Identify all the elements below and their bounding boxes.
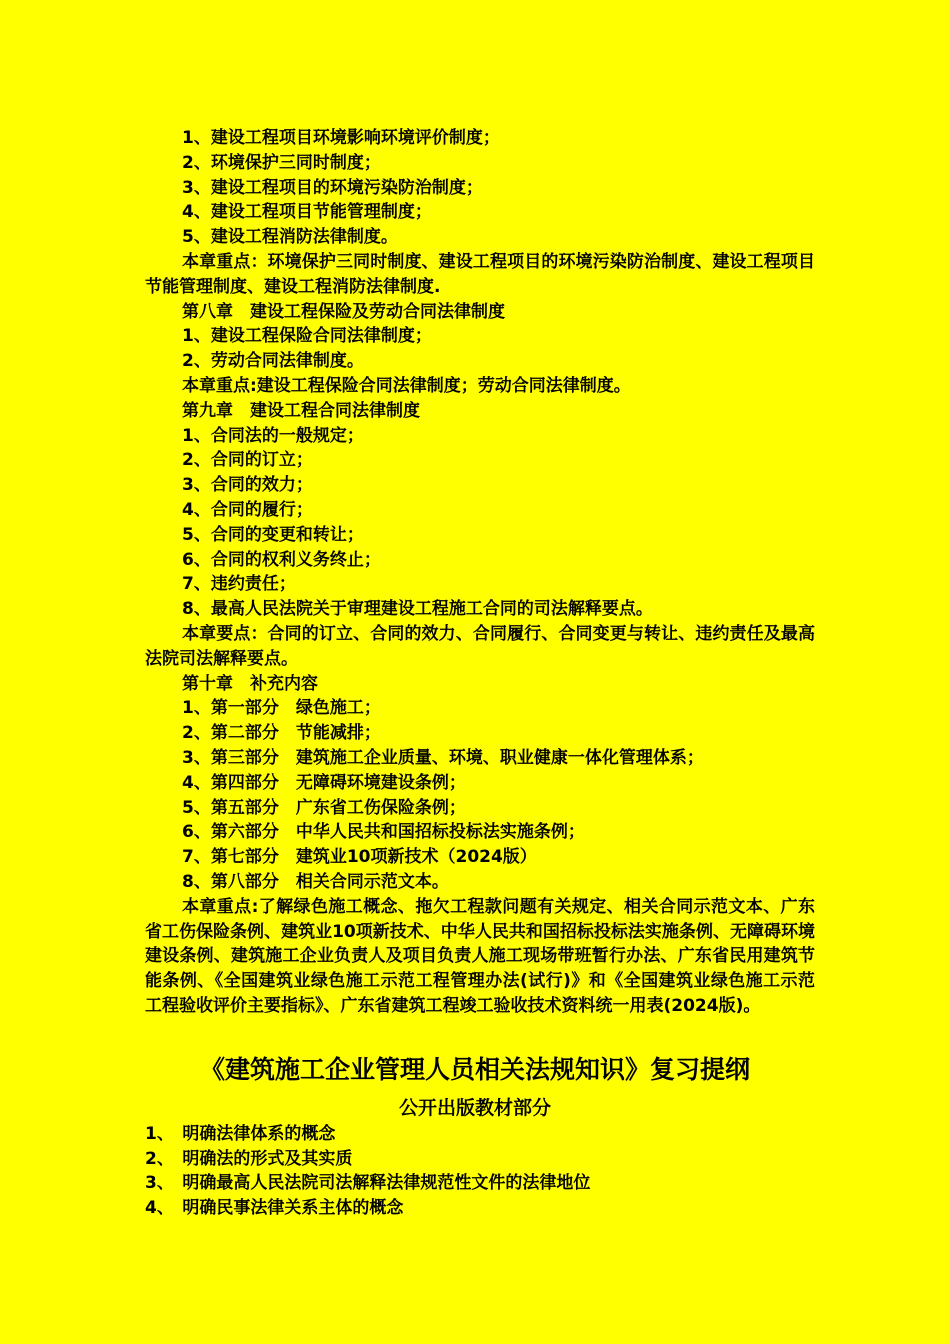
list-item: 4、合同的履行；: [182, 499, 313, 520]
list-item: 2、环境保护三同时制度；: [182, 152, 381, 173]
list-item: 1、合同法的一般规定；: [182, 425, 364, 446]
list-item: 1、第一部分 绿色施工；: [182, 698, 381, 719]
review-outline-list: [145, 1122, 815, 1220]
list-item: 5、建设工程消防法律制度。: [182, 227, 398, 248]
chapter-key-points: 本章要点：合同的订立、合同的效力、合同履行、合同变更与转让、违约责任及最高法院司法解释要点。: [145, 623, 815, 669]
list-item: 1、建设工程项目环境影响环境评价制度；: [182, 128, 500, 148]
list-item: 5、第五部分 广东省工伤保险条例；: [182, 797, 466, 818]
list-item: 2、第二部分 节能减排；: [182, 723, 381, 744]
list-item: 6、合同的权利义务终止；: [182, 549, 381, 570]
list-item: 8、第八部分 相关合同示范文本。: [182, 871, 449, 892]
chapter-key-points: 本章重点:了解绿色施工概念、拖欠工程款问题有关规定、相关合同示范文本、广东省工伤保险条例、建筑业10项新技术、中华人民共和国招标投标法实施条例、无障碍环境建设条例、建筑施工企业负责人及项目负责人施工现场带班暂行办法、广东省民用建筑节能条例、《全国建筑业绿色施工示范工程管理办法(试行)》和《全国建筑业绿色施工示范工程验收评价主要指标》、广东省建筑工程竣工验收技术资料统一用表(2024版)。: [145, 896, 815, 1016]
list-item: 3、 明确最高人民法院司法解释法律规范性文件的法律地位: [145, 1173, 591, 1194]
list-item: 2、 明确法的形式及其实质: [145, 1148, 353, 1169]
chapter-key-points: 本章重点:建设工程保险合同法律制度；劳动合同法律制度。: [182, 375, 631, 396]
list-item: 3、第三部分 建筑施工企业质量、环境、职业健康一体化管理体系；: [182, 747, 704, 768]
chapter-heading: 第九章 建设工程合同法律制度: [182, 400, 420, 421]
list-item: 1、建设工程保险合同法律制度；: [182, 326, 432, 347]
document-subtitle: 公开出版教材部分: [398, 1097, 551, 1119]
chapter-content: [145, 126, 815, 1019]
list-item: 2、合同的订立；: [182, 450, 313, 471]
list-item: 1、 明确法律体系的概念: [145, 1124, 336, 1144]
list-item: 3、合同的效力；: [182, 475, 313, 496]
list-item: 7、第七部分 建筑业10项新技术（2024版）: [182, 847, 537, 868]
list-item: 7、违约责任；: [182, 574, 296, 595]
list-item: 5、合同的变更和转让；: [182, 524, 364, 545]
list-item: 4、第四部分 无障碍环境建设条例；: [182, 772, 466, 793]
chapter-key-points: 本章重点：环境保护三同时制度、建设工程项目的环境污染防治制度、建设工程项目节能管理制度、建设工程消防法律制度.: [145, 251, 815, 297]
list-item: 2、劳动合同法律制度。: [182, 351, 364, 372]
list-item: 6、第六部分 中华人民共和国招标投标法实施条例；: [182, 822, 585, 843]
chapter-heading: 第十章 补充内容: [182, 673, 318, 694]
list-item: 4、建设工程项目节能管理制度；: [182, 202, 432, 223]
chapter-heading: 第八章 建设工程保险及劳动合同法律制度: [182, 301, 505, 322]
list-item: 3、建设工程项目的环境污染防治制度；: [182, 177, 483, 198]
list-item: 4、 明确民事法律关系主体的概念: [145, 1197, 404, 1218]
list-item: 8、最高人民法院关于审理建设工程施工合同的司法解释要点。: [182, 599, 653, 620]
document-title: 《建筑施工企业管理人员相关法规知识》复习提纲: [199, 1055, 750, 1084]
